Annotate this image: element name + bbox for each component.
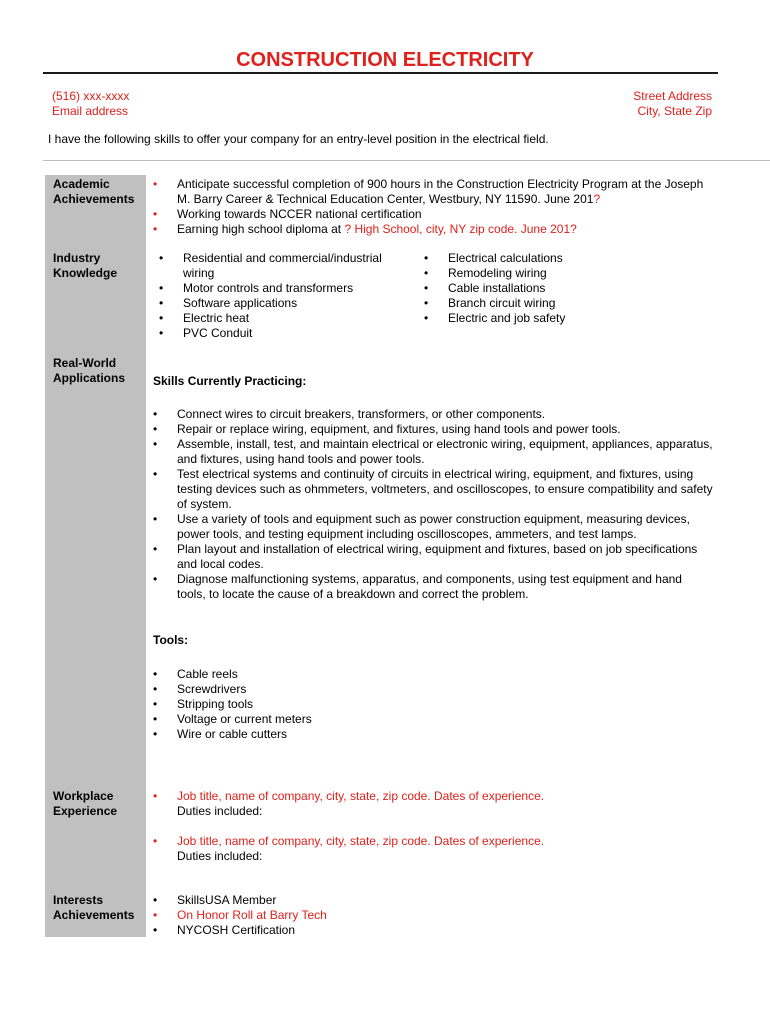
list-item: • Stripping tools <box>153 697 553 712</box>
list-item: • SkillsUSA Member <box>153 893 553 908</box>
list-item: • On Honor Roll at Barry Tech <box>153 908 553 923</box>
list-item: • Wire or cable cutters <box>153 727 553 742</box>
list-item: • Remodeling wiring <box>424 266 624 281</box>
academic-list <box>153 177 713 237</box>
list-item: • Cable installations <box>424 281 624 296</box>
section-sidebar <box>45 175 146 937</box>
list-item: • Motor controls and transformers <box>159 281 404 296</box>
list-item: • Test electrical systems and continuity of circuits in electrical wiring, equipment, and fixtures, using testing devices such as ohmmeters, voltmeters, and oscilloscopes, to ensure compatibility and safety of system. <box>153 467 713 512</box>
list-item: • Electric heat <box>159 311 404 326</box>
skills-list <box>153 407 713 602</box>
job-entry-2 <box>153 834 713 864</box>
skills-heading: Skills Currently Practicing: <box>153 374 307 388</box>
interests-list <box>153 893 553 938</box>
list-item: • Assemble, install, test, and maintain electrical or electronic wiring, equipment, appliances, apparatus, and fixtures, using hand tools and power tools. <box>153 437 713 467</box>
contact-email: Email address <box>52 104 129 118</box>
list-item: • Software applications <box>159 296 404 311</box>
list-item: • Connect wires to circuit breakers, transformers, or other components. <box>153 407 713 422</box>
contact-phone: (516) xxx-xxxx <box>52 89 130 103</box>
industry-list-col1 <box>159 251 404 341</box>
list-item: • PVC Conduit <box>159 326 404 341</box>
list-item: • Plan layout and installation of electrical wiring, equipment and fixtures, based on job specifications and local codes. <box>153 542 713 572</box>
tools-list <box>153 667 553 742</box>
contact-city: City, State Zip <box>637 104 712 118</box>
section-label-industry: Industry Knowledge <box>53 251 118 280</box>
list-item: • Electric and job safety <box>424 311 624 326</box>
section-label-workplace: Workplace Experience <box>53 789 118 818</box>
list-item: • Screwdrivers <box>153 682 553 697</box>
list-item: • Job title, name of company, city, state, zip code. Dates of experience. Duties included: <box>153 834 713 864</box>
list-item: • Diagnose malfunctioning systems, apparatus, and components, using test equipment and hand tools, to locate the cause of a breakdown and correct the problem. <box>153 572 713 602</box>
list-item: • Residential and commercial/industrial wiring <box>159 251 404 281</box>
list-item: • Job title, name of company, city, state, zip code. Dates of experience. Duties included: <box>153 789 713 819</box>
list-item: • Branch circuit wiring <box>424 296 624 311</box>
list-item: • Use a variety of tools and equipment such as power construction equipment, measuring devices, power tools, and testing equipment including oscilloscopes, ammeters, and test lamps. <box>153 512 713 542</box>
list-item: • Cable reels <box>153 667 553 682</box>
tools-heading: Tools: <box>153 633 189 647</box>
title-divider <box>43 72 718 74</box>
intro-statement: I have the following skills to offer your company for an entry-level position in the electrical field. <box>48 132 549 146</box>
intro-divider <box>43 160 770 161</box>
section-label-realworld: Real-World Applications <box>53 356 126 385</box>
list-item: • Working towards NCCER national certification <box>153 207 713 222</box>
section-label-academic: Academic Achievements <box>53 177 135 206</box>
list-item: • Repair or replace wiring, equipment, and fixtures, using hand tools and power tools. <box>153 422 713 437</box>
list-item: • Anticipate successful completion of 900 hours in the Construction Electricity Program at the Joseph M. Barry Career & Technical Education Center, Westbury, NY 11590. June 201? <box>153 177 713 207</box>
section-label-interests: Interests Achievements <box>53 893 135 922</box>
industry-list-col2 <box>424 251 624 326</box>
contact-street: Street Address <box>633 89 712 103</box>
list-item: • Voltage or current meters <box>153 712 553 727</box>
job-entry-1 <box>153 789 713 819</box>
list-item: • Electrical calculations <box>424 251 624 266</box>
list-item: • NYCOSH Certification <box>153 923 553 938</box>
document-title: CONSTRUCTION ELECTRICITY <box>236 49 534 71</box>
list-item: • Earning high school diploma at ? High School, city, NY zip code. June 201? <box>153 222 713 237</box>
